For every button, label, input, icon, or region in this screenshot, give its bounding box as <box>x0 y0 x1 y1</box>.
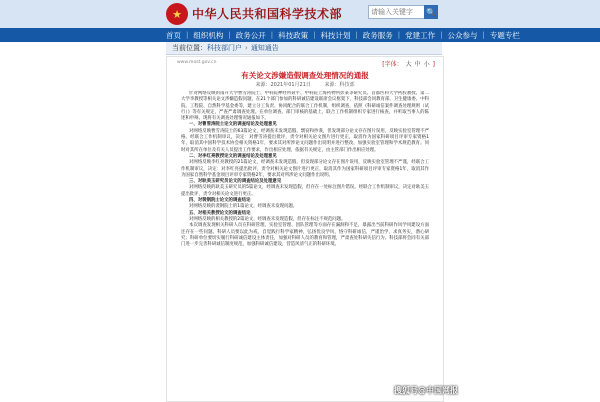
section-heading: 二、对李红亮教授论文的调查结论及处理意见 <box>189 153 277 159</box>
nav-item-programs[interactable]: 科技计划 <box>320 30 351 40</box>
nav-separator: | <box>228 31 231 39</box>
search-button[interactable] <box>424 5 438 19</box>
national-emblem-icon: ★ <box>166 3 188 25</box>
nav-separator: | <box>270 31 274 39</box>
nav-item-special-topics[interactable]: 专题专栏 <box>489 30 520 40</box>
search-icon: 🔍 <box>426 7 436 17</box>
nav-item-organization[interactable]: 组织机构 <box>193 30 224 40</box>
section-heading: 五、对相关教授论文的调查结论 <box>189 210 251 216</box>
article-paragraph: 对网络反映的耿美玉研究员的5篇论文，经调查未发现造假，但存在一处标注图片错误。经联合工作机制审议，决定对耿美玉提出批评，责令对相关论文进行更正。 <box>181 185 429 197</box>
nav-separator: | <box>313 31 316 39</box>
breadcrumb-notices-link[interactable]: 通知通告 <box>250 44 279 52</box>
article-url: www.most.gov.cn <box>177 60 217 65</box>
breadcrumb-label: 当前位置： <box>172 44 207 52</box>
site-header <box>0 0 600 28</box>
breadcrumb <box>166 42 442 55</box>
article-date: 来源：2021年01月21日 <box>255 82 311 88</box>
section-heading: 一、对曹雪涛院士论文的调查结论及处理意见 <box>189 122 277 128</box>
font-size-medium[interactable]: 中 <box>414 61 421 68</box>
article-paragraph: 对网络反映的裴钢院士的1篇论文，经调查未发现问题。 <box>189 204 298 210</box>
nav-item-services[interactable]: 政务服务 <box>362 30 393 40</box>
nav-items <box>166 28 520 42</box>
nav-separator: | <box>440 31 443 39</box>
nav-item-party-building[interactable]: 党建工作 <box>405 30 436 40</box>
font-size-large[interactable]: 大 <box>405 61 412 68</box>
watermark-text: 搜狐号@中国网报 <box>394 386 458 395</box>
font-size-small[interactable]: 小 <box>423 61 430 68</box>
article-body <box>181 91 429 397</box>
nav-item-public-participation[interactable]: 公众参与 <box>447 30 478 40</box>
font-size-selector <box>379 59 435 68</box>
article-paragraph: 对网络反映李红亮教授的21篇论文，经调查未发现造假，但发现部分论文存在图片误用，反映实验室管理不严谨，经联合工作机制审议，决定：对李红亮提出批评，责令对相关论文图片进行更正，取消其作为国家科研项目评审专家资格1年，取消其作为国家自然科学基金项目评审专家资格2年，要求其对所涉论文问题作出说明。 <box>181 160 429 178</box>
nav-item-government-affairs[interactable]: 政务公开 <box>235 30 266 40</box>
nav-separator: | <box>186 31 189 39</box>
nav-item-policy[interactable]: 科技政策 <box>278 30 309 40</box>
nav-separator: | <box>397 31 401 39</box>
main-nav <box>0 28 600 42</box>
article-paragraph: 对网络反映的相关教授的2篇论文，经调查未发现造假，但存在标注不规范问题。 <box>189 216 346 222</box>
article-panel <box>166 56 444 402</box>
article-title: 有关论文涉嫌造假调查处理情况的通报 <box>241 71 369 80</box>
article-meta <box>167 81 443 88</box>
font-size-label: [字体： <box>382 61 403 68</box>
search-input[interactable] <box>368 5 426 19</box>
section-heading: 四、对裴钢院士论文的调查结论 <box>189 198 251 204</box>
article-paragraph: 对网络反映曹雪涛院士的63篇论文，经调查未发现造假、剽窃和抄袭，但发现部分论文存在图片误用，反映实验室管理不严格。经联合工作机制审议，决定：对曹雪涛提出批评，责令对相关论文图片进行更正，取消作为国家科研项目评审专家资格1年，取消其中国科学技术协会相关资格1年，要求其对所涉论文问题作出说明并进行整改，加强实验室管理和学术规范教育。同时对其所在单位及有关人员提出工作要求，作出相应处理，依据有关规定，由主管部门作出相应处理。 <box>181 128 429 153</box>
site-title[interactable]: 中华人民共和国科学技术部 <box>192 7 343 21</box>
article-paragraph: 本次调查发现相关科研人员在科研管理、实验室管理、团队管理等方面存在漏洞和不足，暴露出当前科研作风学风建设方面还存在一些问题。科研人员要以此为戒，自觉践行科学家精神，弘扬优良学风，恪守科研诚信，严谨治学，求真务实，潜心研究；科研单位要切实履行科研诚信建设主体责任，加强对科研人员的教育和管理，严肃查处科研失信行为。科技部将会同有关部门进一步完善科研诚信制度规范，加强科研诚信建设，营造风清气正的科研环境。 <box>181 223 429 248</box>
font-size-close: ] <box>432 61 435 68</box>
nav-separator: | <box>482 31 485 39</box>
article-source: 来源：科技部 <box>324 82 355 88</box>
nav-separator: | <box>355 31 358 39</box>
nav-item-home[interactable]: 首页 <box>166 30 181 40</box>
breadcrumb-separator: › <box>245 44 248 52</box>
section-heading: 三、对耿美玉研究员论文的调查结论及处理意见 <box>189 179 282 185</box>
article-paragraph: 针对网络反映的南开大学曹雪涛院士、中科院神经所聂平、中科院上海药物所彭某等研究员、首都医科大学药胶教授、第二大学李教授等相关论文涉嫌造假问题，在21个部门参加的科研诚信建设联席会议框架下，科技部会同教育部、卫生健康委、中科院、工程院、自然科学基金委等，建立分工负责、协同配合的联合工作机制，组织调查，依照《科研诚信案件调查处理规则（试行）》等有关规定，严查严肃调查处理。在单位调查、部门审核的基础上，联合工作机制组织专家进行核查，并听取当事人的陈述和申辩。现将有关调查处理情况通报如下。 <box>181 91 429 122</box>
breadcrumb-portal-link[interactable]: 科技部门户 <box>207 44 242 52</box>
